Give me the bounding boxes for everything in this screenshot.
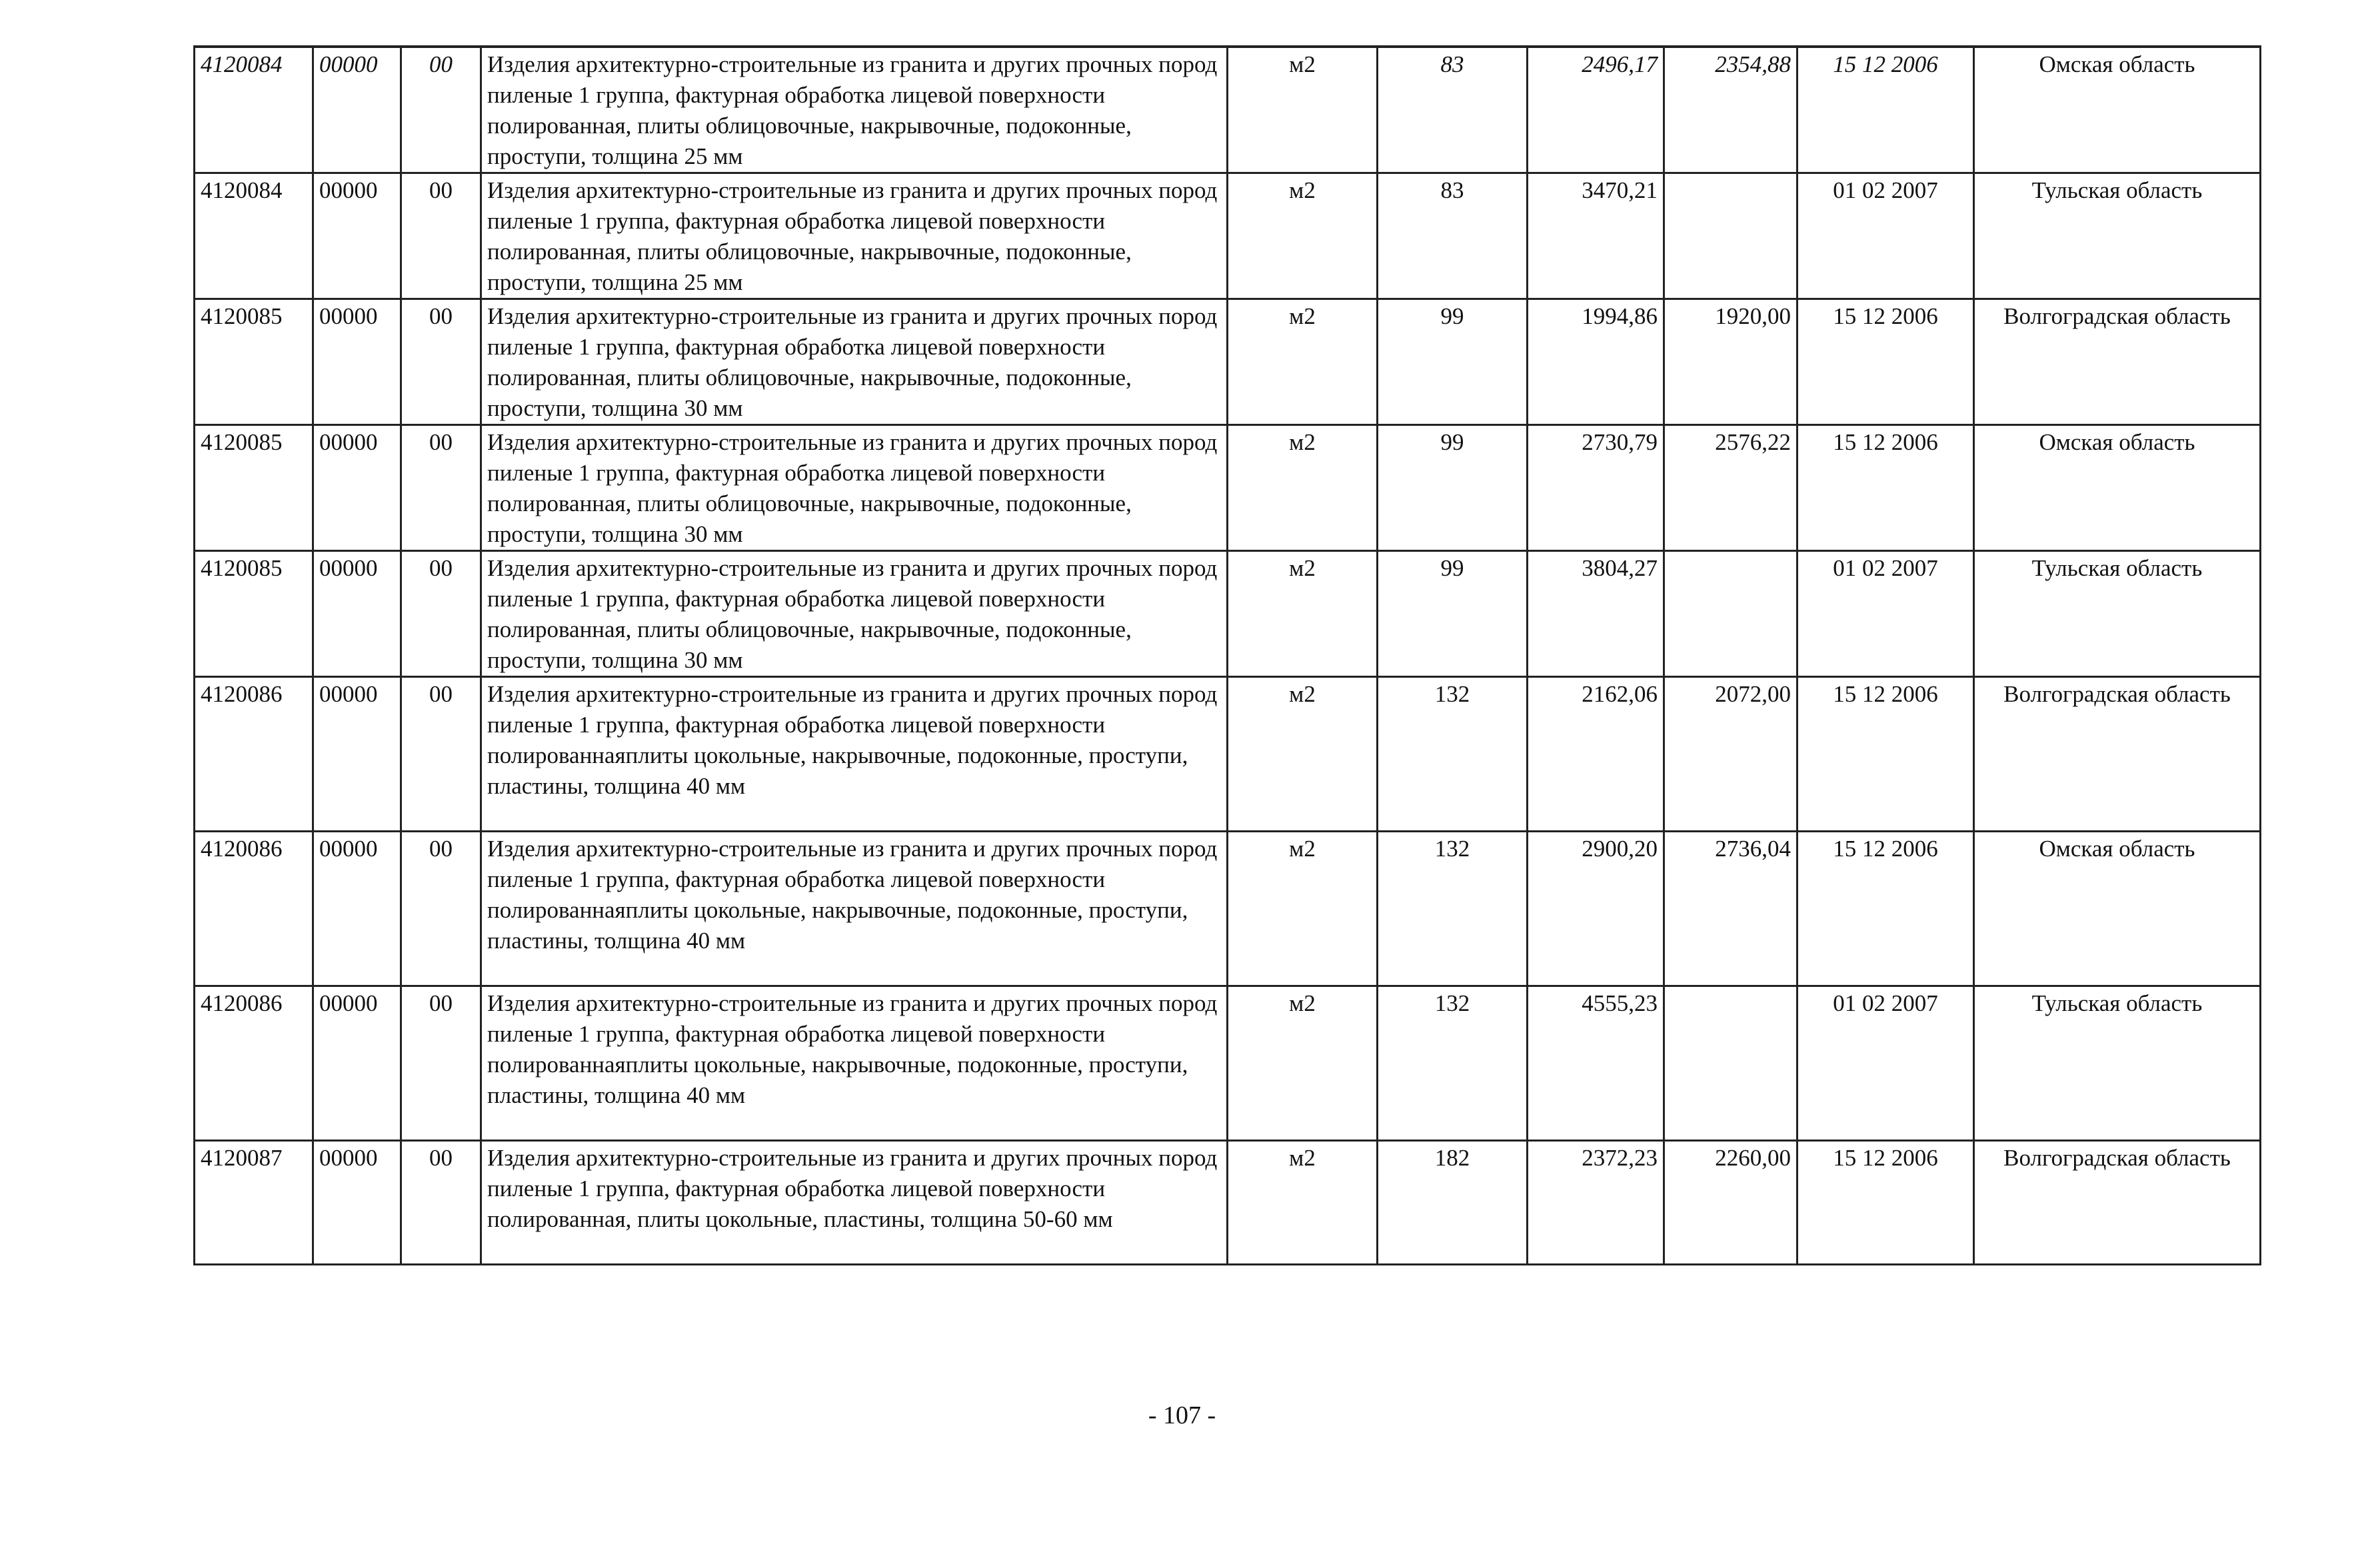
page-number: - 107 - bbox=[1148, 1401, 1216, 1429]
cell-group: 00 bbox=[401, 1141, 481, 1265]
cell-quantity: 182 bbox=[1378, 1141, 1528, 1265]
cell-group: 00 bbox=[401, 173, 481, 299]
cell-date: 15 12 2006 bbox=[1797, 832, 1974, 986]
cell-price-alt bbox=[1664, 173, 1797, 299]
cell-price-alt: 2576,22 bbox=[1664, 425, 1797, 551]
cell-price: 1994,86 bbox=[1528, 299, 1664, 425]
cell-quantity: 132 bbox=[1378, 986, 1528, 1141]
cell-description: Изделия архитектурно-строительные из гранита и других прочных пород пиленые 1 группа, фактурная обработка лицевой поверхности полированная, плиты облицовочные, накрывочные, подоконные, проступи, толщина 25 мм bbox=[481, 47, 1228, 173]
cell-region: Омская область bbox=[1974, 425, 2261, 551]
table-row bbox=[195, 832, 2261, 986]
cell-quantity: 99 bbox=[1378, 551, 1528, 677]
cell-unit: м2 bbox=[1228, 677, 1378, 832]
cell-subcode: 00000 bbox=[313, 677, 401, 832]
cell-unit: м2 bbox=[1228, 551, 1378, 677]
cell-date: 15 12 2006 bbox=[1797, 425, 1974, 551]
cell-code: 4120085 bbox=[195, 425, 313, 551]
cell-price-alt: 2354,88 bbox=[1664, 47, 1797, 173]
cell-price-alt: 1920,00 bbox=[1664, 299, 1797, 425]
cell-description: Изделия архитектурно-строительные из гранита и других прочных пород пиленые 1 группа, фактурная обработка лицевой поверхности полированная, плиты облицовочные, накрывочные, подоконные, проступи, толщина 30 мм bbox=[481, 425, 1228, 551]
cell-code: 4120086 bbox=[195, 832, 313, 986]
cell-description: Изделия архитектурно-строительные из гранита и других прочных пород пиленые 1 группа, фактурная обработка лицевой поверхности полированнаяплиты цокольные, накрывочные, подоконные, проступи, пластины, толщина 40 мм bbox=[481, 986, 1228, 1141]
table-row bbox=[195, 173, 2261, 299]
cell-region: Волгоградская область bbox=[1974, 1141, 2261, 1265]
cell-region: Тульская область bbox=[1974, 173, 2261, 299]
cell-date: 15 12 2006 bbox=[1797, 47, 1974, 173]
cell-group: 00 bbox=[401, 47, 481, 173]
cell-description: Изделия архитектурно-строительные из гранита и других прочных пород пиленые 1 группа, фактурная обработка лицевой поверхности полированная, плиты облицовочные, накрывочные, подоконные, проступи, толщина 30 мм bbox=[481, 299, 1228, 425]
cell-region: Омская область bbox=[1974, 832, 2261, 986]
cell-price: 3470,21 bbox=[1528, 173, 1664, 299]
cell-subcode: 00000 bbox=[313, 832, 401, 986]
cell-quantity: 83 bbox=[1378, 173, 1528, 299]
cell-description: Изделия архитектурно-строительные из гранита и других прочных пород пиленые 1 группа, фактурная обработка лицевой поверхности полированная, плиты цокольные, пластины, толщина 50-60 мм bbox=[481, 1141, 1228, 1265]
cell-subcode: 00000 bbox=[313, 986, 401, 1141]
cell-description: Изделия архитектурно-строительные из гранита и других прочных пород пиленые 1 группа, фактурная обработка лицевой поверхности полированная, плиты облицовочные, накрывочные, подоконные, проступи, толщина 30 мм bbox=[481, 551, 1228, 677]
cell-date: 15 12 2006 bbox=[1797, 299, 1974, 425]
cell-group: 00 bbox=[401, 425, 481, 551]
cell-unit: м2 bbox=[1228, 47, 1378, 173]
cell-code: 4120084 bbox=[195, 173, 313, 299]
cell-date: 15 12 2006 bbox=[1797, 1141, 1974, 1265]
cell-description: Изделия архитектурно-строительные из гранита и других прочных пород пиленые 1 группа, фактурная обработка лицевой поверхности полированнаяплиты цокольные, накрывочные, подоконные, проступи, пластины, толщина 40 мм bbox=[481, 677, 1228, 832]
cell-date: 01 02 2007 bbox=[1797, 173, 1974, 299]
cell-unit: м2 bbox=[1228, 173, 1378, 299]
cell-subcode: 00000 bbox=[313, 551, 401, 677]
cell-price-alt: 2072,00 bbox=[1664, 677, 1797, 832]
cell-subcode: 00000 bbox=[313, 1141, 401, 1265]
table-row bbox=[195, 677, 2261, 832]
cell-price: 4555,23 bbox=[1528, 986, 1664, 1141]
table-row bbox=[195, 986, 2261, 1141]
cell-group: 00 bbox=[401, 551, 481, 677]
cell-group: 00 bbox=[401, 677, 481, 832]
cell-region: Тульская область bbox=[1974, 551, 2261, 677]
cell-group: 00 bbox=[401, 832, 481, 986]
cell-region: Тульская область bbox=[1974, 986, 2261, 1141]
cell-quantity: 83 bbox=[1378, 47, 1528, 173]
cell-description: Изделия архитектурно-строительные из гранита и других прочных пород пиленые 1 группа, фактурная обработка лицевой поверхности полированнаяплиты цокольные, накрывочные, подоконные, проступи, пластины, толщина 40 мм bbox=[481, 832, 1228, 986]
cell-group: 00 bbox=[401, 299, 481, 425]
cell-code: 4120085 bbox=[195, 551, 313, 677]
cell-price-alt bbox=[1664, 986, 1797, 1141]
cell-quantity: 132 bbox=[1378, 832, 1528, 986]
cell-quantity: 99 bbox=[1378, 425, 1528, 551]
cell-code: 4120085 bbox=[195, 299, 313, 425]
cell-unit: м2 bbox=[1228, 832, 1378, 986]
cell-region: Волгоградская область bbox=[1974, 299, 2261, 425]
cell-price: 2496,17 bbox=[1528, 47, 1664, 173]
cell-quantity: 99 bbox=[1378, 299, 1528, 425]
cell-region: Волгоградская область bbox=[1974, 677, 2261, 832]
cell-group: 00 bbox=[401, 986, 481, 1141]
cell-price-alt bbox=[1664, 551, 1797, 677]
cell-date: 01 02 2007 bbox=[1797, 551, 1974, 677]
cell-code: 4120086 bbox=[195, 677, 313, 832]
cell-unit: м2 bbox=[1228, 986, 1378, 1141]
cell-code: 4120087 bbox=[195, 1141, 313, 1265]
cell-date: 01 02 2007 bbox=[1797, 986, 1974, 1141]
cell-price: 3804,27 bbox=[1528, 551, 1664, 677]
cell-unit: м2 bbox=[1228, 1141, 1378, 1265]
table-row bbox=[195, 425, 2261, 551]
cell-region: Омская область bbox=[1974, 47, 2261, 173]
cell-unit: м2 bbox=[1228, 425, 1378, 551]
cell-price: 2162,06 bbox=[1528, 677, 1664, 832]
table-row bbox=[195, 299, 2261, 425]
cell-code: 4120084 bbox=[195, 47, 313, 173]
cell-subcode: 00000 bbox=[313, 299, 401, 425]
cell-subcode: 00000 bbox=[313, 173, 401, 299]
cell-price-alt: 2736,04 bbox=[1664, 832, 1797, 986]
cell-price: 2730,79 bbox=[1528, 425, 1664, 551]
cell-price: 2900,20 bbox=[1528, 832, 1664, 986]
cell-price-alt: 2260,00 bbox=[1664, 1141, 1797, 1265]
cell-price: 2372,23 bbox=[1528, 1141, 1664, 1265]
cell-unit: м2 bbox=[1228, 299, 1378, 425]
table-row bbox=[195, 551, 2261, 677]
cell-code: 4120086 bbox=[195, 986, 313, 1141]
cell-subcode: 00000 bbox=[313, 425, 401, 551]
price-table bbox=[193, 45, 2261, 1265]
cell-description: Изделия архитектурно-строительные из гранита и других прочных пород пиленые 1 группа, фактурная обработка лицевой поверхности полированная, плиты облицовочные, накрывочные, подоконные, проступи, толщина 25 мм bbox=[481, 173, 1228, 299]
cell-subcode: 00000 bbox=[313, 47, 401, 173]
table-row bbox=[195, 47, 2261, 173]
cell-quantity: 132 bbox=[1378, 677, 1528, 832]
cell-date: 15 12 2006 bbox=[1797, 677, 1974, 832]
table-row bbox=[195, 1141, 2261, 1265]
